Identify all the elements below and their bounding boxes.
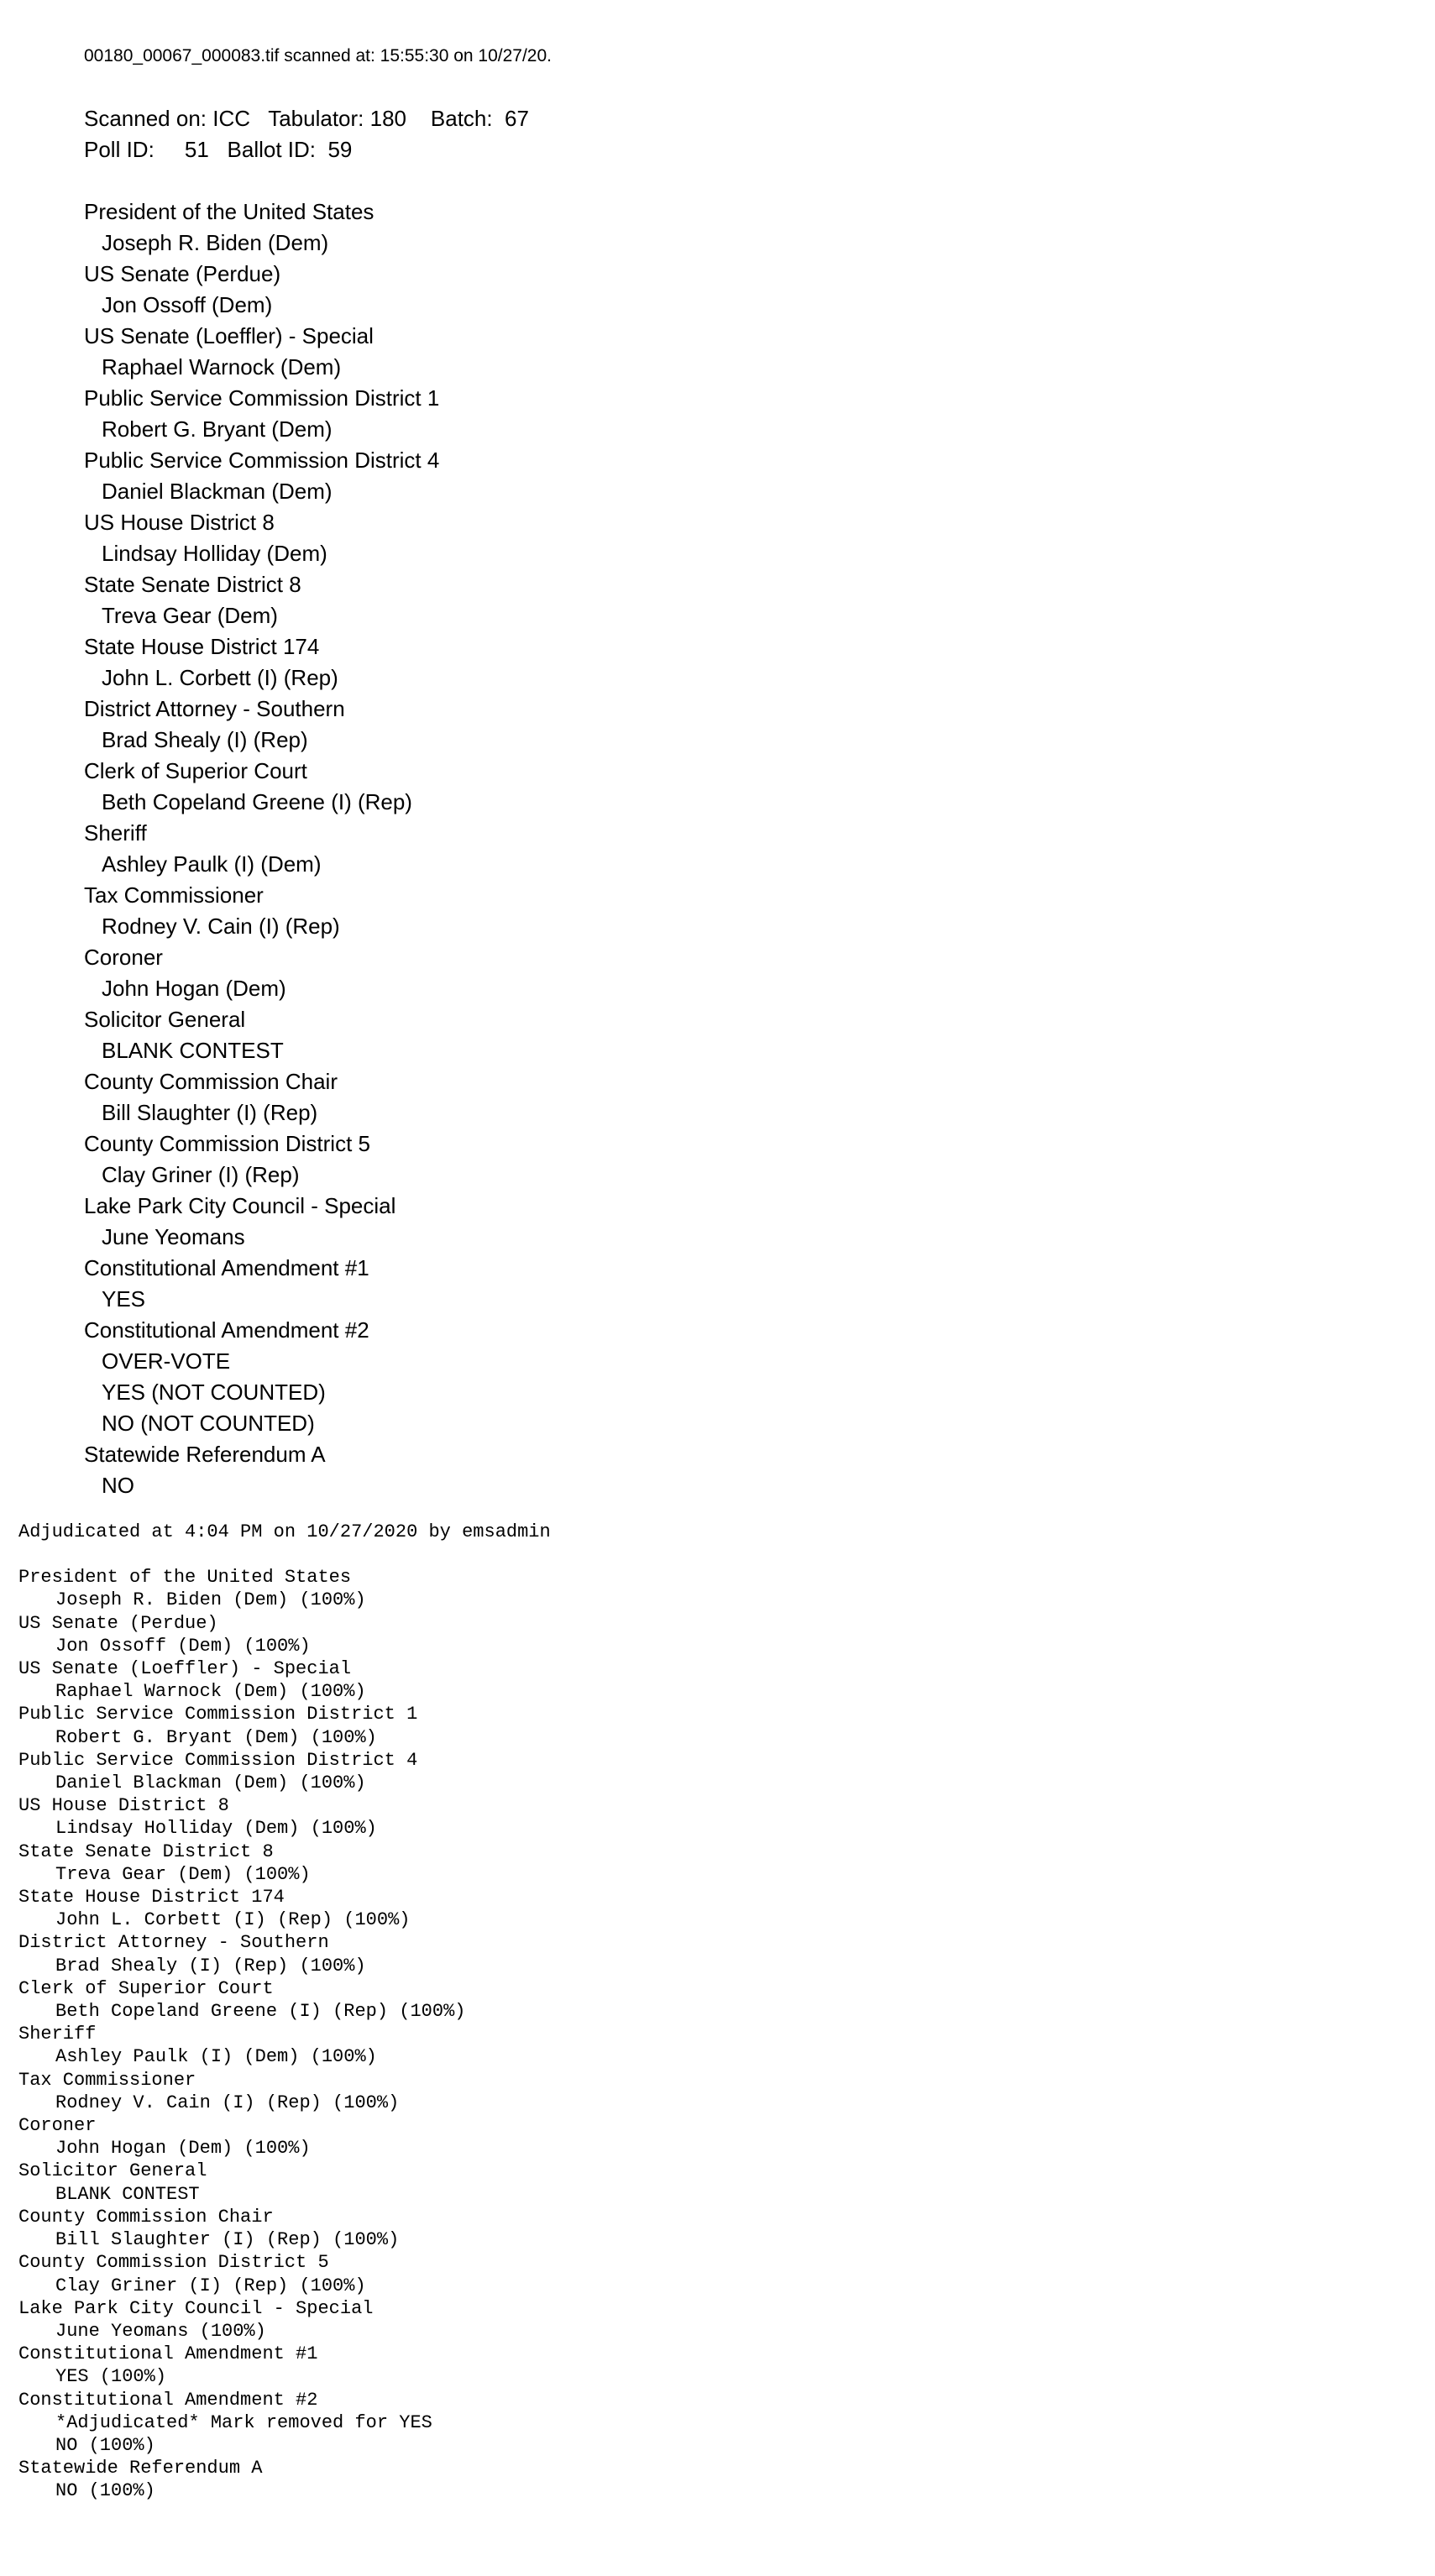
contest-choice: Treva Gear (Dem) (100%) — [55, 1863, 311, 1885]
contest-choice: Bill Slaughter (I) (Rep) (100%) — [55, 2229, 400, 2251]
contest-choice: Raphael Warnock (Dem) — [102, 354, 342, 380]
contest-choice: John L. Corbett (I) (Rep) (100%) — [55, 1909, 411, 1931]
contest-choice: Clay Griner (I) (Rep) — [102, 1162, 300, 1187]
contest-choice: Beth Copeland Greene (I) (Rep) — [102, 789, 412, 814]
contest-choice: Raphael Warnock (Dem) (100%) — [55, 1681, 366, 1703]
contest-choice: Lindsay Holliday (Dem) (100%) — [55, 1818, 377, 1840]
scan-meta — [84, 103, 552, 165]
contest-title: Coroner — [18, 2115, 97, 2137]
contest-choice: NO (NOT COUNTED) — [102, 1411, 315, 1436]
contest-title: Clerk of Superior Court — [84, 758, 307, 783]
contest-title: Public Service Commission District 1 — [84, 385, 440, 411]
contest-choice: Robert G. Bryant (Dem) (100%) — [55, 1726, 377, 1748]
scan-contest-list — [84, 196, 552, 1501]
contest-title: State Senate District 8 — [84, 572, 301, 597]
contest-title: Constitutional Amendment #1 — [84, 1255, 369, 1280]
contest-choice: Robert G. Bryant (Dem) — [102, 416, 333, 442]
contest-choice: BLANK CONTEST — [55, 2183, 200, 2205]
contest-choice: *Adjudicated* Mark removed for YES — [55, 2411, 432, 2433]
scanned-on-line: Scanned on: ICC Tabulator: 180 Batch: 67 — [84, 106, 529, 131]
contest-choice: NO — [102, 1473, 134, 1498]
contest-title: Constitutional Amendment #1 — [18, 2343, 318, 2365]
contest-choice: June Yeomans — [102, 1224, 245, 1249]
contest-title: Coroner — [84, 945, 163, 970]
contest-title: Public Service Commission District 4 — [84, 448, 440, 473]
contest-choice: Brad Shealy (I) (Rep) — [102, 727, 308, 752]
contest-choice: Jon Ossoff (Dem) (100%) — [55, 1635, 311, 1657]
contest-title: Constitutional Amendment #2 — [84, 1317, 369, 1343]
contest-choice: Brad Shealy (I) (Rep) (100%) — [55, 1955, 366, 1977]
contest-title: County Commission District 5 — [18, 2252, 329, 2274]
contest-title: US House District 8 — [84, 510, 275, 535]
contest-choice: Rodney V. Cain (I) (Rep) — [102, 914, 340, 939]
contest-title: District Attorney - Southern — [84, 696, 345, 721]
contest-choice: YES (100%) — [55, 2366, 167, 2388]
contest-title: County Commission District 5 — [84, 1131, 370, 1156]
contest-title: County Commission Chair — [84, 1069, 338, 1094]
contest-title: Public Service Commission District 1 — [18, 1704, 418, 1725]
contest-choice: NO (100%) — [55, 2480, 155, 2502]
contest-choice: Treva Gear (Dem) — [102, 603, 278, 628]
contest-title: Lake Park City Council - Special — [18, 2297, 374, 2319]
contest-title: President of the United States — [84, 199, 374, 224]
contest-choice: Daniel Blackman (Dem) (100%) — [55, 1772, 366, 1794]
contest-title: Constitutional Amendment #2 — [18, 2389, 318, 2411]
contest-choice: Bill Slaughter (I) (Rep) — [102, 1100, 318, 1125]
contest-title: Statewide Referendum A — [18, 2458, 263, 2479]
contest-title: Tax Commissioner — [18, 2069, 196, 2091]
contest-choice: Daniel Blackman (Dem) — [102, 479, 333, 504]
contest-title: Solicitor General — [18, 2160, 207, 2182]
contest-choice: John Hogan (Dem) (100%) — [55, 2138, 311, 2160]
contest-choice: Ashley Paulk (I) (Dem) (100%) — [55, 2046, 377, 2068]
contest-title: State House District 174 — [84, 634, 320, 659]
scan-section — [84, 40, 552, 1501]
adjudication-contest-list — [18, 1566, 551, 2502]
contest-title: US Senate (Perdue) — [18, 1612, 218, 1634]
contest-title: State Senate District 8 — [18, 1840, 274, 1862]
contest-choice: YES (NOT COUNTED) — [102, 1380, 326, 1405]
contest-title: Sheriff — [18, 2024, 97, 2045]
contest-title: US Senate (Loeffler) - Special — [84, 323, 374, 348]
contest-choice: John Hogan (Dem) — [102, 976, 286, 1001]
contest-title: Public Service Commission District 4 — [18, 1749, 418, 1771]
contest-title: Lake Park City Council - Special — [84, 1193, 396, 1218]
contest-choice: OVER-VOTE — [102, 1348, 231, 1374]
contest-title: Solicitor General — [84, 1007, 246, 1032]
contest-choice: Joseph R. Biden (Dem) (100%) — [55, 1589, 366, 1611]
contest-title: Clerk of Superior Court — [18, 1977, 274, 1999]
adjudication-section — [18, 1521, 551, 2503]
contest-title: US House District 8 — [18, 1795, 229, 1817]
contest-choice: Ashley Paulk (I) (Dem) — [102, 851, 322, 877]
contest-title: State House District 174 — [18, 1887, 285, 1908]
contest-choice: Joseph R. Biden (Dem) — [102, 230, 329, 255]
contest-choice: Lindsay Holliday (Dem) — [102, 541, 327, 566]
contest-title: US Senate (Loeffler) - Special — [18, 1658, 352, 1680]
adjudication-title-line: Adjudicated at 4:04 PM on 10/27/2020 by emsadmin — [18, 1521, 551, 1542]
contest-choice: NO (100%) — [55, 2434, 155, 2456]
poll-ballot-line: Poll ID: 51 Ballot ID: 59 — [84, 137, 353, 162]
contest-choice: Beth Copeland Greene (I) (Rep) (100%) — [55, 2001, 466, 2023]
contest-choice: BLANK CONTEST — [102, 1038, 284, 1063]
contest-title: US Senate (Perdue) — [84, 261, 281, 286]
contest-title: Statewide Referendum A — [84, 1442, 326, 1467]
contest-choice: Clay Griner (I) (Rep) (100%) — [55, 2275, 366, 2296]
contest-choice: June Yeomans (100%) — [55, 2320, 266, 2342]
scan-file-line: 00180_00067_000083.tif scanned at: 15:55:30 on 10/27/20. — [84, 46, 552, 65]
contest-title: President of the United States — [18, 1567, 352, 1589]
contest-title: Tax Commissioner — [84, 882, 264, 908]
contest-title: Sheriff — [84, 820, 147, 846]
contest-choice: John L. Corbett (I) (Rep) — [102, 665, 338, 690]
contest-title: County Commission Chair — [18, 2206, 274, 2228]
contest-choice: Jon Ossoff (Dem) — [102, 292, 273, 317]
contest-title: District Attorney - Southern — [18, 1932, 329, 1954]
contest-choice: Rodney V. Cain (I) (Rep) (100%) — [55, 2092, 400, 2113]
contest-choice: YES — [102, 1286, 146, 1312]
